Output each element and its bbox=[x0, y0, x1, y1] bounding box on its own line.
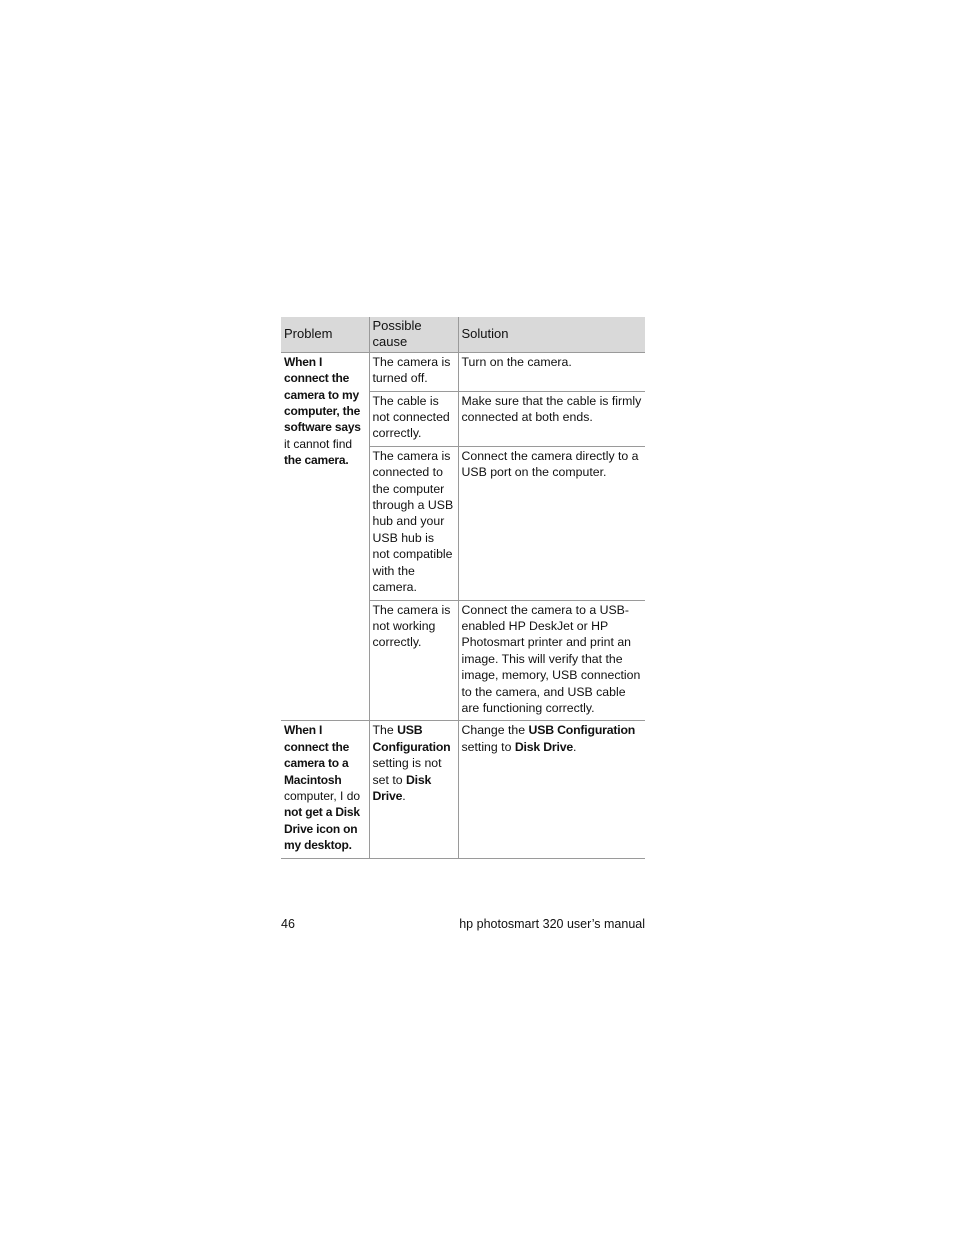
text-run: USB Configuration bbox=[372, 723, 451, 754]
text-run: Turn on the camera. bbox=[461, 354, 572, 369]
solution-cell bbox=[458, 352, 645, 391]
header-solution: Solution bbox=[458, 317, 645, 352]
text-run: it cannot find bbox=[284, 436, 353, 451]
solution-cell bbox=[458, 446, 645, 600]
text-run: Disk Drive bbox=[514, 739, 573, 754]
table-row bbox=[281, 352, 645, 391]
cause-cell bbox=[369, 600, 458, 721]
text-run: Connect the camera directly to a USB port on the computer. bbox=[461, 448, 639, 480]
solution-cell bbox=[458, 721, 645, 858]
text-run: Make sure that the cable is firmly connected at both ends. bbox=[461, 393, 642, 425]
table-header-row bbox=[281, 317, 645, 352]
table-row bbox=[281, 721, 645, 858]
solution-cell bbox=[458, 600, 645, 721]
header-problem: Problem bbox=[281, 317, 369, 352]
text-run: USB Configuration bbox=[528, 723, 636, 738]
text-run: . bbox=[402, 788, 406, 803]
cause-cell bbox=[369, 721, 458, 858]
text-run: Disk Drive bbox=[372, 772, 432, 803]
problem-cell bbox=[281, 352, 369, 721]
text-run: The bbox=[372, 723, 398, 738]
text-run: The camera is turned off. bbox=[372, 354, 451, 386]
cause-cell bbox=[369, 391, 458, 446]
page-footer bbox=[281, 915, 645, 933]
text-run: The cable is not connected correctly. bbox=[372, 393, 450, 441]
table-body bbox=[281, 352, 645, 858]
text-run: The camera is not working correctly. bbox=[372, 602, 451, 650]
text-run: setting is not set to bbox=[372, 756, 442, 787]
cause-cell bbox=[369, 446, 458, 600]
text-run: When I connect the camera to my computer, the software says bbox=[284, 354, 361, 435]
text-run: Connect the camera to a USB-enabled HP DeskJet or HP Photosmart printer and print an image. This will verify that the image, memory, USB connection to the camera, and USB cable are functioning correctly. bbox=[461, 602, 641, 715]
cause-cell bbox=[369, 352, 458, 391]
problem-cell bbox=[281, 721, 369, 858]
text-run: the camera. bbox=[284, 453, 349, 468]
text-run: . bbox=[572, 739, 577, 754]
page-number: 46 bbox=[281, 917, 295, 931]
text-run: When I connect the camera to a Macintosh bbox=[284, 723, 350, 787]
text-run: Change the bbox=[461, 723, 529, 738]
manual-title: hp photosmart 320 user’s manual bbox=[459, 917, 645, 931]
solution-cell bbox=[458, 391, 645, 446]
text-run: computer, I do bbox=[284, 788, 361, 803]
troubleshooting-table bbox=[281, 317, 645, 859]
text-run: setting to bbox=[461, 739, 515, 754]
text-run: not get a Disk Drive icon on my desktop. bbox=[284, 805, 360, 853]
text-run: The camera is connected to the computer through a USB hub and your USB hub is not compatible with the camera. bbox=[372, 448, 454, 595]
header-possible-cause: Possible cause bbox=[369, 317, 458, 352]
